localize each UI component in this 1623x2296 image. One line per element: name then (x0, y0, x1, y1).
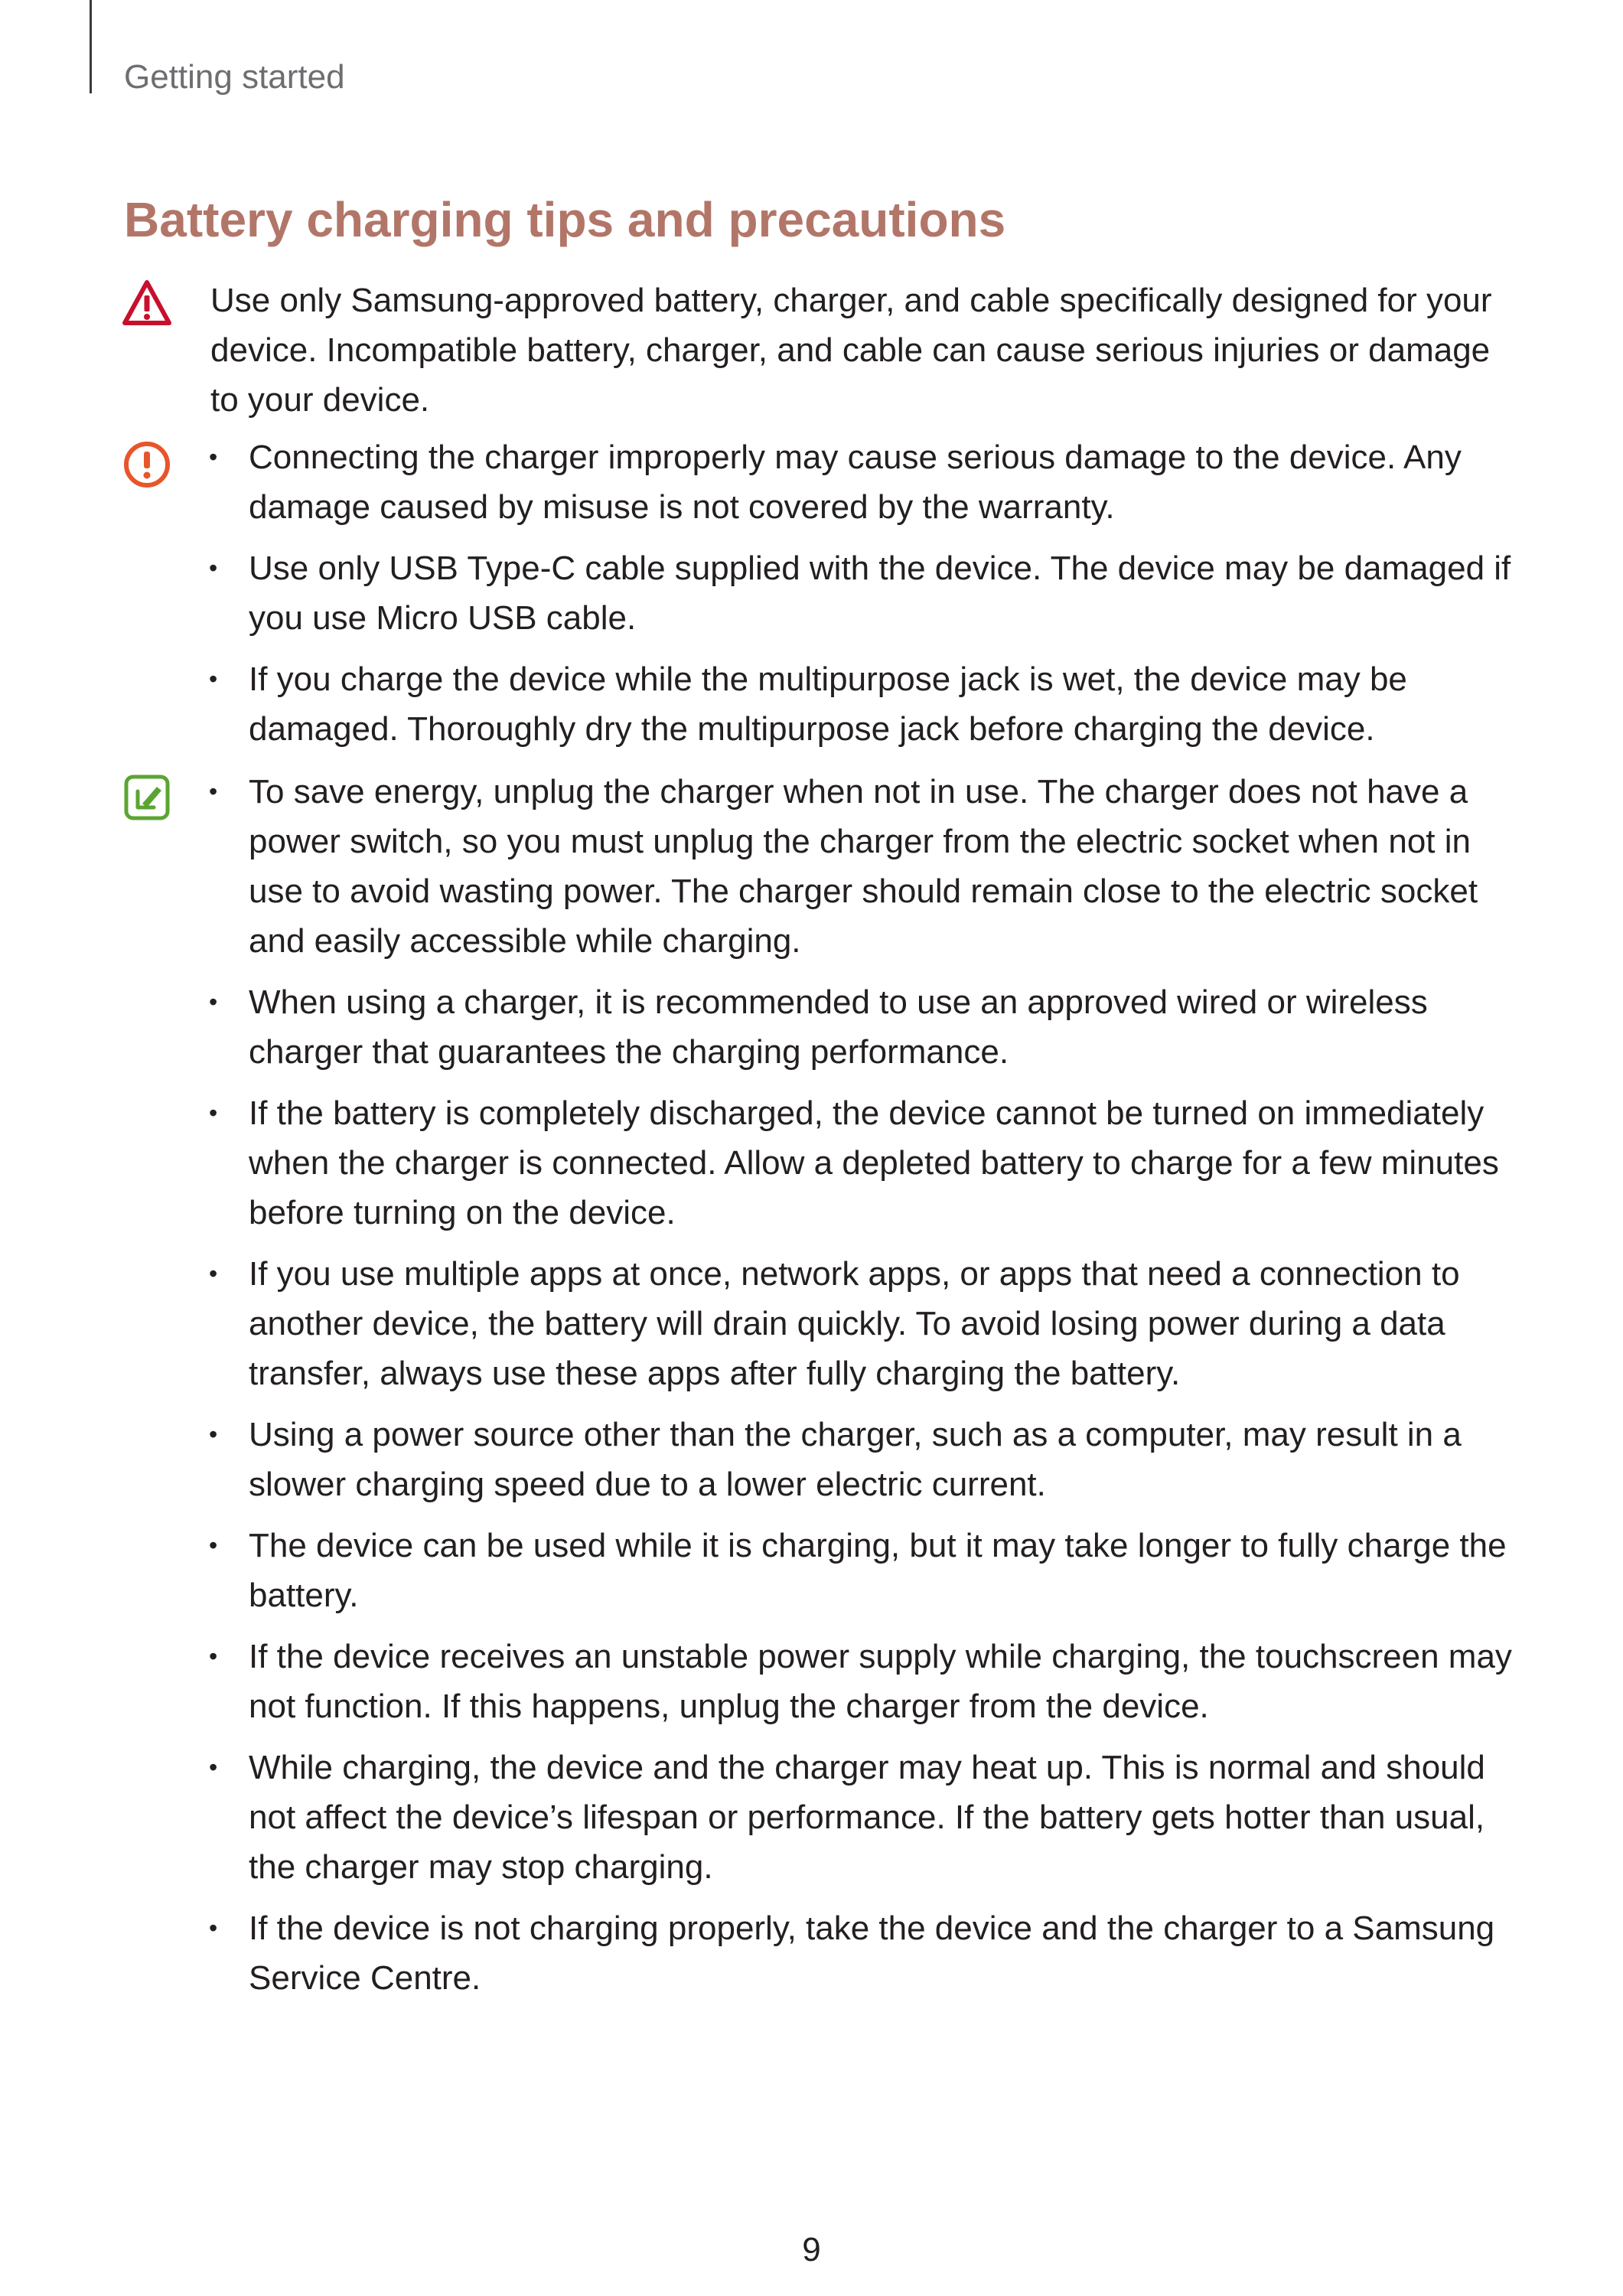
bullet-icon: • (209, 988, 218, 1016)
section-label: Getting started (124, 58, 345, 96)
warning-triangle-icon (122, 279, 171, 328)
bullet-icon: • (209, 665, 218, 693)
list-item: • Using a power source other than the charger, such as a computer, may result in a slower charging speed due to a lower electric current. (0, 1410, 1519, 1509)
list-item: • Connecting the charger improperly may cause serious damage to the device. Any damage caused by misuse is not covered by the warranty. (0, 432, 1519, 532)
list-item: • When using a charger, it is recommended to use an approved wired or wireless charger that guarantees the charging performance. (0, 977, 1519, 1077)
caution-list (0, 432, 1623, 765)
bullet-icon: • (209, 778, 218, 805)
list-item: • To save energy, unplug the charger when not in use. The charger does not have a power switch, so you must unplug the charger from the electric socket when not in use to avoid wasting power. The charger should remain close to the electric socket and easily accessible while charging. (0, 767, 1519, 966)
bullet-icon: • (209, 1260, 218, 1287)
list-item: • If you charge the device while the multipurpose jack is wet, the device may be damaged. Thoroughly dry the multipurpose jack before charging the device. (0, 654, 1519, 754)
page-title: Battery charging tips and precautions (124, 192, 1006, 247)
bullet-icon: • (209, 1914, 218, 1942)
bullet-icon: • (209, 443, 218, 471)
bullet-icon: • (209, 1420, 218, 1448)
bullet-icon: • (209, 1531, 218, 1559)
list-item: • If you use multiple apps at once, network apps, or apps that need a connection to another device, the battery will drain quickly. To avoid losing power during a data transfer, always use these apps after fully charging the battery. (0, 1249, 1519, 1398)
page-number: 9 (802, 2231, 821, 2268)
list-item: • The device can be used while it is charging, but it may take longer to fully charge the battery. (0, 1521, 1519, 1620)
bullet-icon: • (209, 554, 218, 582)
note-list (0, 767, 1623, 2014)
list-item: • Use only USB Type-C cable supplied with the device. The device may be damaged if you use Micro USB cable. (0, 543, 1519, 643)
list-item: • While charging, the device and the charger may heat up. This is normal and should not affect the device’s lifespan or performance. If the battery gets hotter than usual, the charger may stop charging. (0, 1743, 1519, 1892)
warning-text: Use only Samsung-approved battery, charger, and cable specifically designed for your device. Incompatible battery, charger, and cable can cause serious injuries or damage to your device. (210, 282, 1492, 419)
list-item: • If the device is not charging properly, take the device and the charger to a Samsung Service Centre. (0, 1903, 1519, 2003)
margin-rule (90, 0, 92, 93)
list-item: • If the device receives an unstable power supply while charging, the touchscreen may not function. If this happens, unplug the charger from the device. (0, 1632, 1519, 1731)
bullet-icon: • (209, 1642, 218, 1670)
bullet-icon: • (209, 1099, 218, 1127)
bullet-icon: • (209, 1753, 218, 1781)
list-item: • If the battery is completely discharged, the device cannot be turned on immediately when the charger is connected. Allow a depleted battery to charge for a few minutes before turning on the device. (0, 1088, 1519, 1238)
